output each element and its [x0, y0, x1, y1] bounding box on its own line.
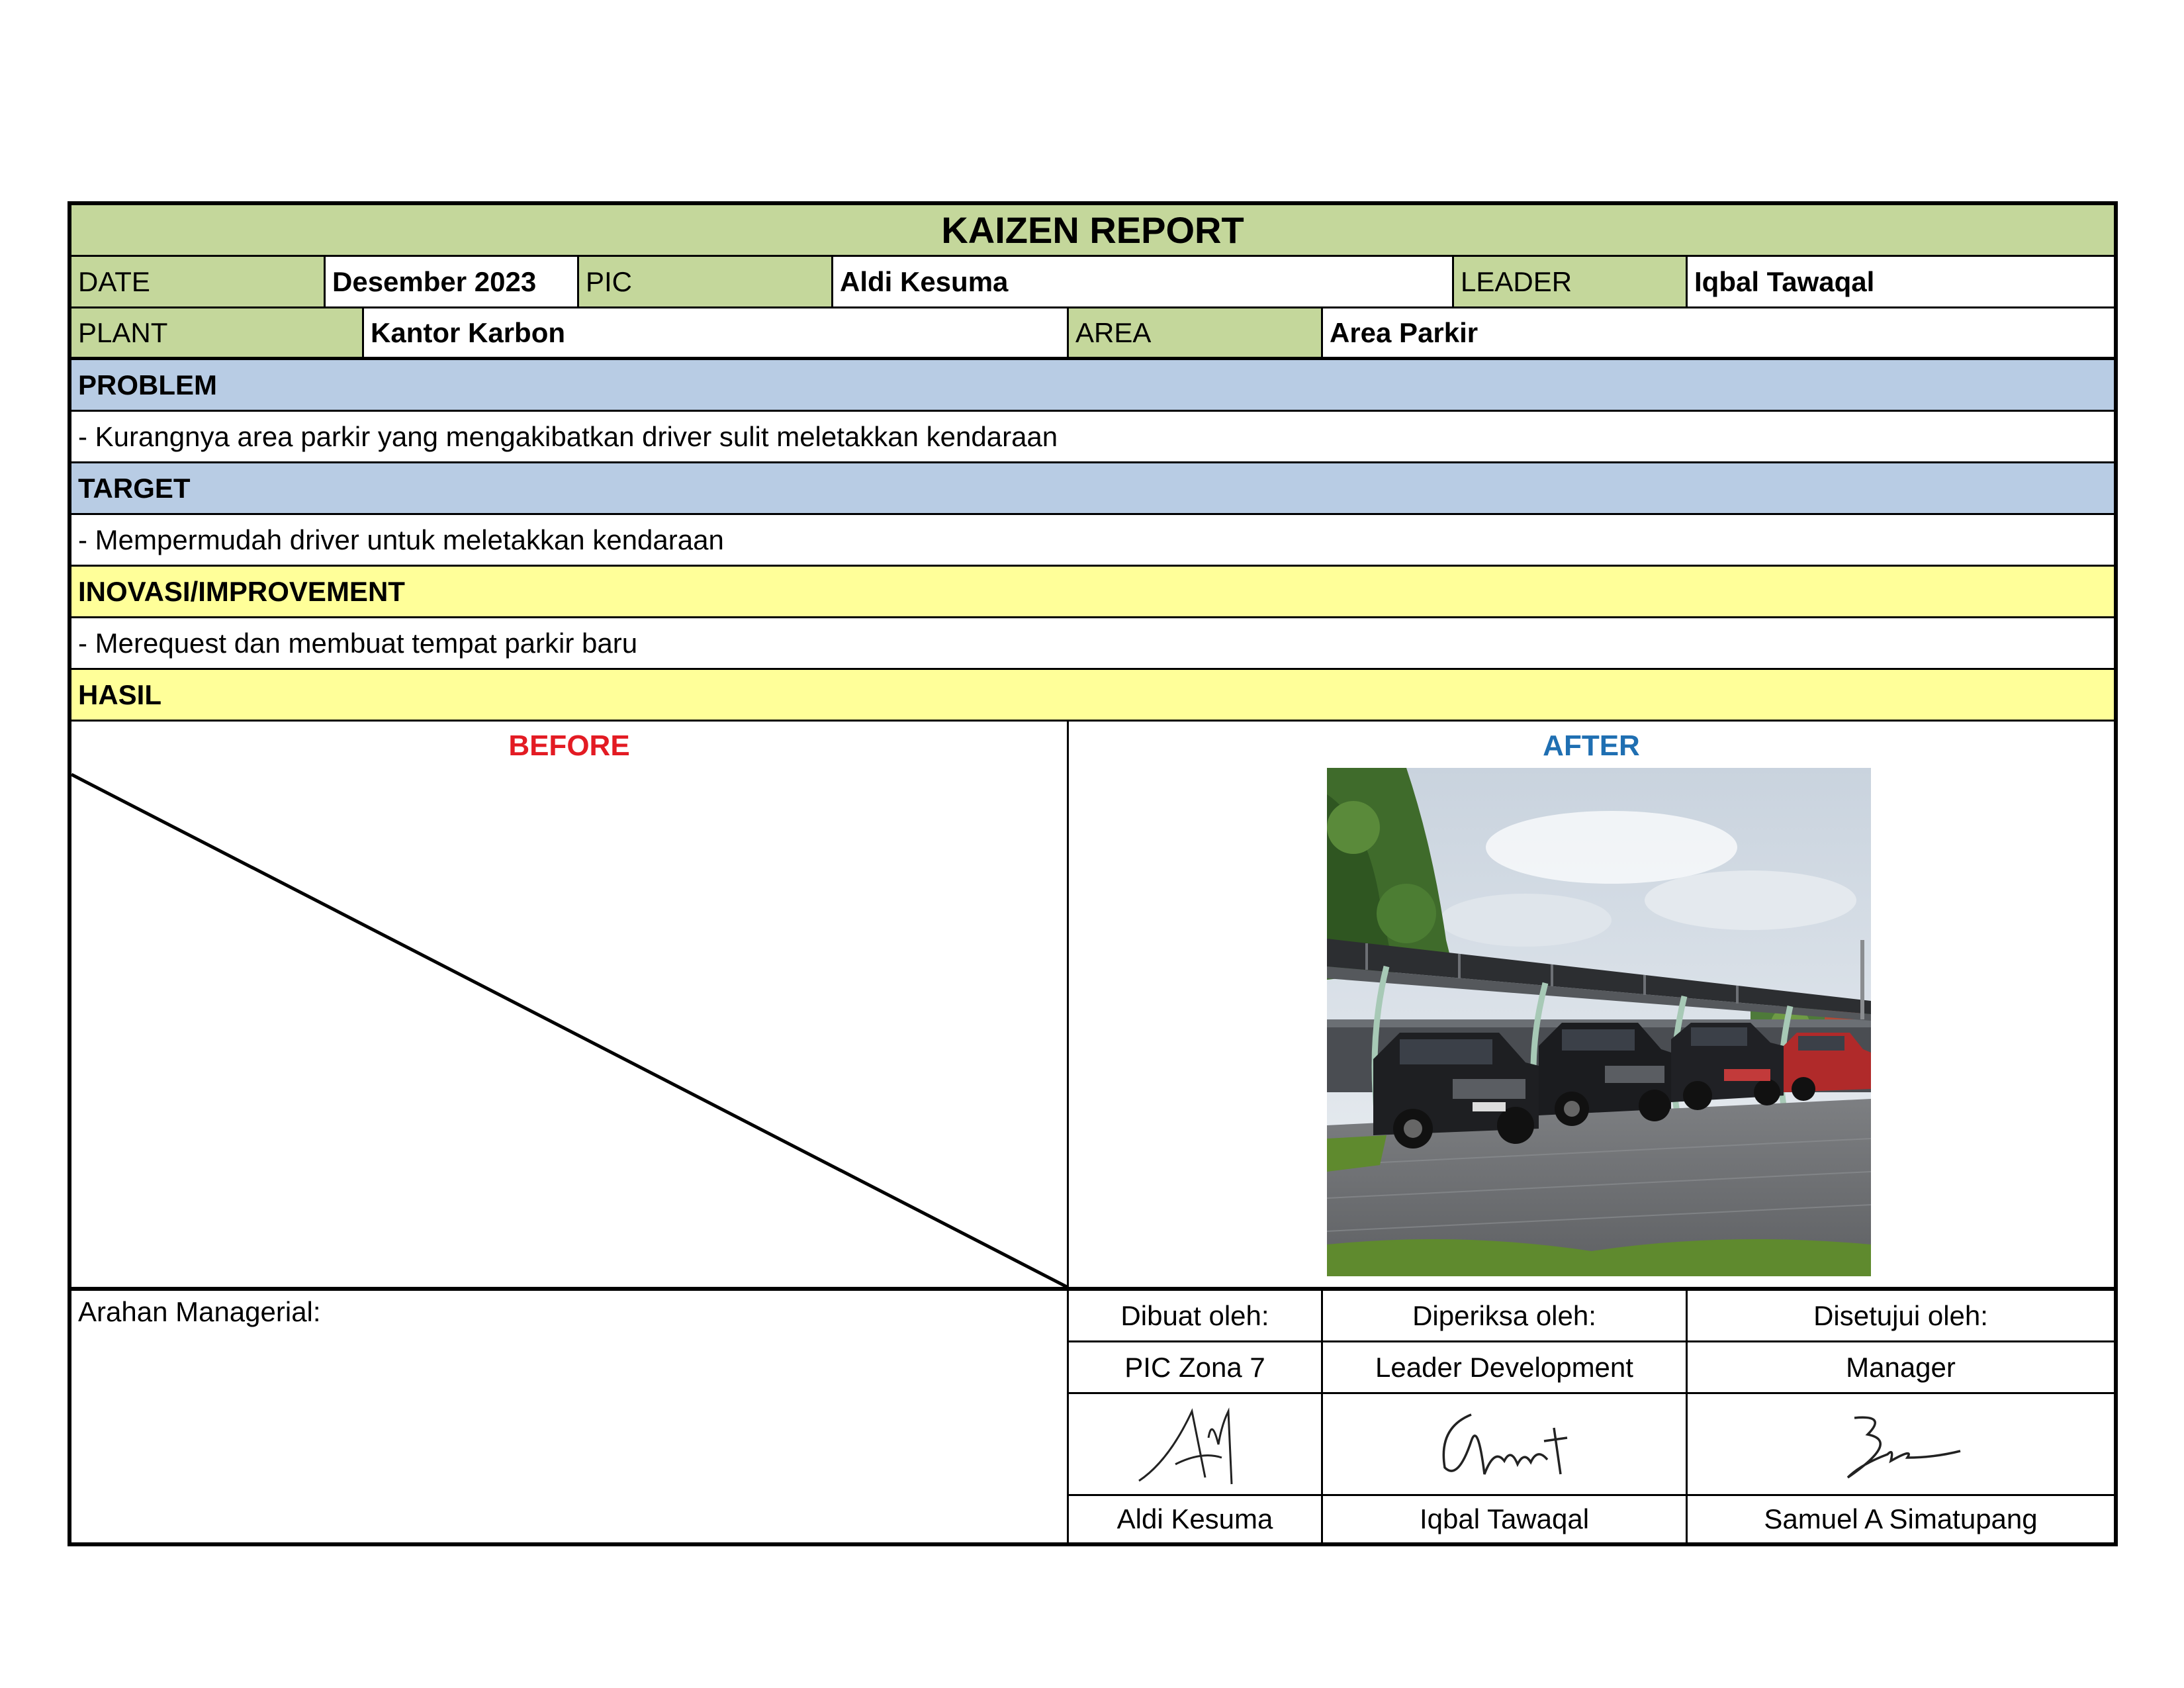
pic-value: Aldi Kesuma: [833, 257, 1454, 306]
info-row-2: [71, 308, 2114, 360]
dibuat-label: Dibuat oleh:: [1069, 1291, 1323, 1340]
parking-carport-photo: [1327, 768, 1871, 1276]
signoff-roles-row: [1069, 1342, 2114, 1394]
disetujui-label: Disetujui oleh:: [1813, 1299, 1988, 1331]
signoff-names-row: [1069, 1496, 2114, 1542]
leader-value: Iqbal Tawaqal: [1694, 265, 1875, 297]
diperiksa-label: Diperiksa oleh:: [1323, 1291, 1688, 1340]
inovasi-text: - Merequest dan membuat tempat parkir baru: [78, 627, 638, 659]
after-label: AFTER: [1543, 729, 1640, 762]
inovasi-header: [71, 567, 2114, 618]
target-row: [71, 515, 2114, 567]
problem-label: PROBLEM: [78, 369, 217, 400]
date-value: Desember 2023: [326, 257, 579, 306]
target-header: [71, 463, 2114, 515]
diperiksa-signature-cell: [1323, 1394, 1688, 1494]
signature-samuel: [1828, 1401, 1974, 1487]
inovasi-label: INOVASI/IMPROVEMENT: [78, 575, 405, 607]
signoff-labels-row: [1069, 1291, 2114, 1342]
inovasi-row: [71, 618, 2114, 670]
signature-aldi: [1129, 1398, 1261, 1491]
disetujui-name: Samuel A Simatupang: [1764, 1503, 2038, 1534]
plant-value: Kantor Karbon: [364, 308, 1069, 357]
empty-cross-line: [71, 722, 1067, 1287]
hasil-label: HASIL: [78, 679, 161, 710]
disetujui-signature-cell: [1688, 1394, 2114, 1494]
problem-row: [71, 412, 2114, 463]
disetujui-role: Manager: [1846, 1351, 1956, 1383]
leader-label: LEADER: [1454, 257, 1688, 306]
arahan-managerial-box: [71, 1291, 1069, 1542]
report-title: KAIZEN REPORT: [941, 209, 1244, 251]
before-panel: [71, 722, 1069, 1287]
title-row: [71, 205, 2114, 257]
before-after-row: [71, 722, 2114, 1291]
hasil-header: [71, 670, 2114, 722]
plant-label: PLANT: [71, 308, 364, 357]
problem-header: [71, 360, 2114, 412]
dibuat-role: PIC Zona 7: [1069, 1342, 1323, 1392]
diperiksa-name: Iqbal Tawaqal: [1323, 1496, 1688, 1542]
info-row-1: [71, 257, 2114, 308]
problem-text: - Kurangnya area parkir yang mengakibatkan driver sulit meletakkan kendaraan: [78, 420, 1058, 452]
dibuat-signature-cell: [1069, 1394, 1323, 1494]
arahan-label: Arahan Managerial:: [78, 1296, 321, 1327]
diperiksa-role: Leader Development: [1323, 1342, 1688, 1392]
signoff-signatures-row: [1069, 1394, 2114, 1496]
target-text: - Mempermudah driver untuk meletakkan kendaraan: [78, 524, 724, 555]
car-1: [1373, 1033, 1539, 1149]
signature-iqbal: [1432, 1401, 1577, 1487]
kaizen-report-sheet: [68, 201, 2118, 1546]
date-label: DATE: [71, 257, 326, 306]
target-label: TARGET: [78, 472, 191, 504]
area-value: Area Parkir: [1330, 316, 1479, 348]
car-2: [1539, 1023, 1671, 1126]
approval-area: [71, 1291, 2114, 1542]
area-label: AREA: [1069, 308, 1323, 357]
signoff-grid: [1069, 1291, 2114, 1542]
before-label: BEFORE: [508, 729, 630, 762]
dibuat-name: Aldi Kesuma: [1069, 1496, 1323, 1542]
after-panel: [1069, 722, 2114, 1287]
pic-label: PIC: [579, 257, 833, 306]
